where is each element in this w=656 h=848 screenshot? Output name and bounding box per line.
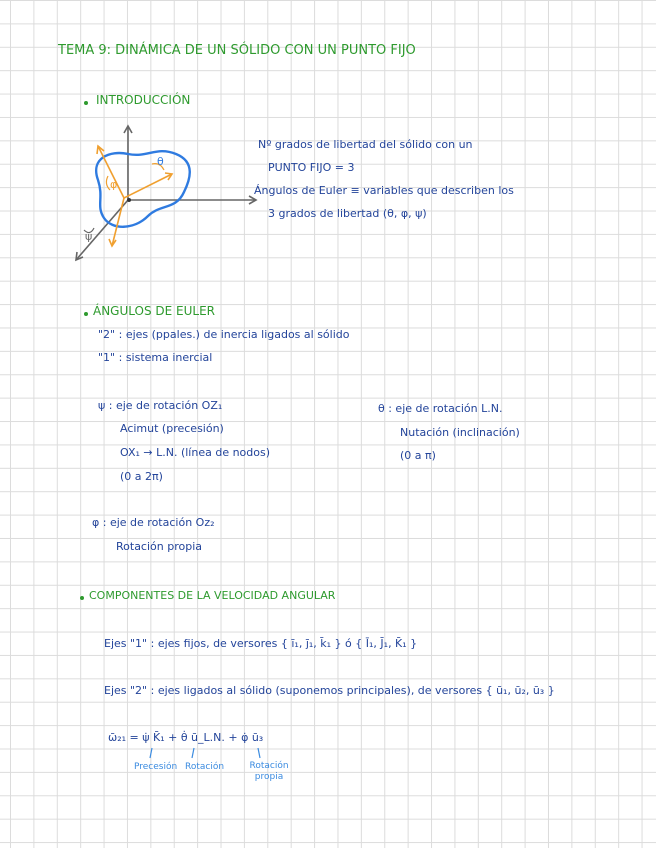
bullet-euler — [84, 312, 88, 316]
intro-line-1: Nº grados de libertad del sólido con un — [258, 138, 473, 151]
page-title: TEMA 9: DINÁMICA DE UN SÓLIDO CON UN PUNTO FIJO — [58, 43, 416, 58]
psi-line-1: ψ : eje de rotación OZ₁ — [98, 399, 223, 412]
phi-line-1: φ : eje de rotación Oz₂ — [92, 516, 215, 529]
psi-line-2: Acimut (precesión) — [120, 422, 224, 435]
bullet-components — [80, 596, 84, 600]
pointer-rotacion-propia — [258, 748, 260, 758]
angular-velocity-equation: ω̄₂₁ = ψ̇ K̄₁ + θ̇ ū_L.N. + φ̇ ū₃ — [108, 731, 264, 744]
components-line-2: Ejes "2" : ejes ligados al sólido (suponemos principales), de versores { ū₁, ū₂, ū₃ } — [104, 684, 555, 697]
pointer-precesion — [150, 748, 152, 758]
theta-label: θ — [157, 155, 164, 168]
label-rotacion: Rotación — [185, 762, 225, 772]
psi-line-4: (0 a 2π) — [120, 470, 163, 483]
euler-line-2: "1" : sistema inercial — [98, 351, 213, 364]
pointer-rotacion — [192, 748, 194, 758]
psi-line-3: OX₁ → L.N. (línea de nodos) — [120, 446, 271, 459]
psi-label: ψ — [85, 230, 93, 243]
x-axis — [76, 200, 128, 260]
bullet-intro — [84, 101, 88, 105]
intro-line-4: 3 grados de libertad (θ, φ, ψ) — [268, 207, 427, 220]
section-heading-intro: INTRODUCCIÓN — [96, 93, 191, 107]
label-precesion: Precesión — [134, 762, 178, 772]
components-line-1: Ejes "1" : ejes fijos, de versores { ī₁, j̄₁, k̄₁ } ó { Ī₁, J̄₁, K̄₁ } — [104, 637, 418, 650]
body-axis-2 — [124, 174, 172, 198]
label-rotacion-propia: Rotación propia — [249, 761, 289, 782]
phi-line-2: Rotación propia — [116, 540, 203, 553]
theta-line-3: (0 a π) — [400, 449, 436, 462]
euler-solid-diagram — [68, 118, 268, 278]
section-heading-components: COMPONENTES DE LA VELOCIDAD ANGULAR — [89, 589, 336, 602]
body-axis-3 — [112, 198, 124, 246]
intro-line-3: Ángulos de Euler ≡ variables que describen los — [254, 184, 514, 197]
section-heading-euler: ÁNGULOS DE EULER — [93, 304, 216, 318]
origin-point — [127, 198, 131, 202]
euler-line-1: "2" : ejes (ppales.) de inercia ligados al sólido — [98, 328, 350, 341]
theta-line-1: θ : eje de rotación L.N. — [378, 402, 503, 415]
phi-label: φ — [110, 178, 118, 191]
theta-line-2: Nutación (inclinación) — [400, 426, 520, 439]
intro-line-2: PUNTO FIJO = 3 — [268, 161, 355, 174]
axes — [76, 126, 256, 260]
